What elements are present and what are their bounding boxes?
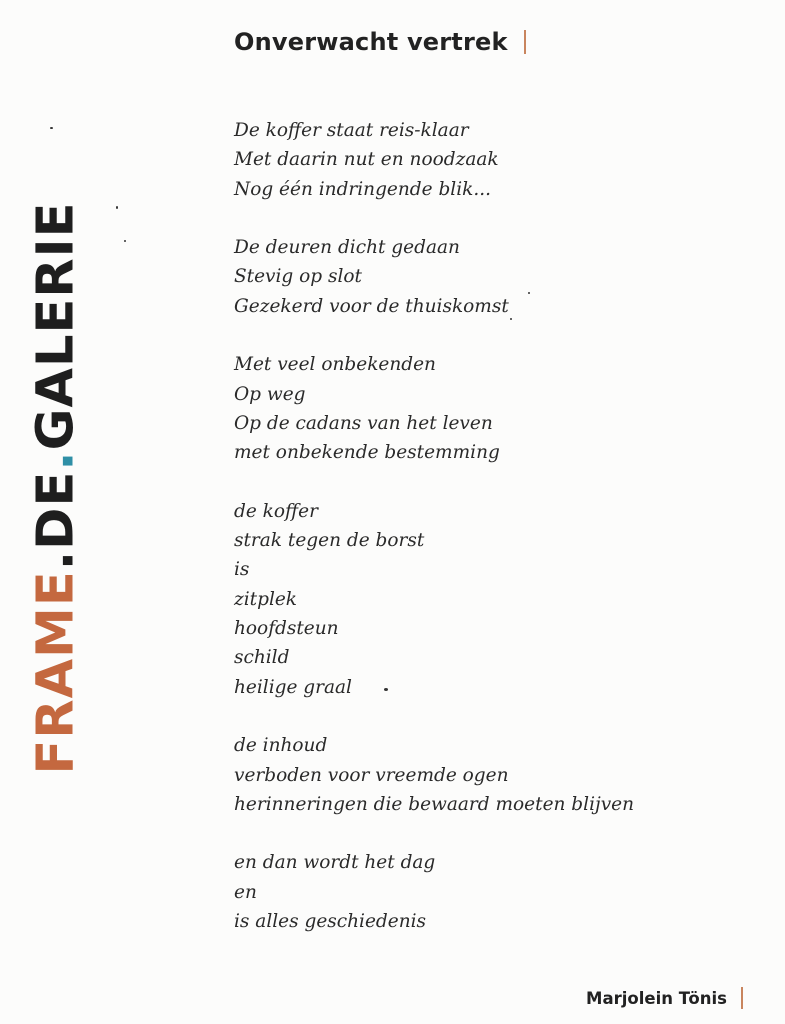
poem-stanza xyxy=(234,116,634,204)
gallery-logo-text xyxy=(26,201,86,775)
poem-line: Met veel onbekenden xyxy=(234,354,436,376)
author-accent-bar xyxy=(741,987,743,1009)
poem-line: De koffer staat reis-klaar xyxy=(234,120,469,141)
poem-stanza xyxy=(234,731,634,819)
poem-line: de inhoud xyxy=(234,735,328,757)
logo-accent-dot: . xyxy=(26,450,86,471)
poem-line: en xyxy=(234,881,257,903)
logo-galerie-word: GALERIE xyxy=(26,201,86,451)
poem-line: schild xyxy=(234,647,290,669)
poem-stanza xyxy=(234,350,634,467)
poem-author: Marjolein Tönis xyxy=(586,988,727,1008)
poem-title: Onverwacht vertrek xyxy=(234,28,508,56)
logo-de-word: DE xyxy=(26,470,86,550)
scan-speck xyxy=(50,127,53,129)
poem-line: herinneringen die bewaard moeten blijven xyxy=(234,793,635,815)
poem-line: Op de cadans van het leven xyxy=(234,412,493,434)
poem-line: is xyxy=(234,559,250,581)
poem-line: hoofdsteun xyxy=(234,618,339,640)
poem-line: De deuren dicht gedaan xyxy=(234,237,460,259)
scan-speck xyxy=(116,206,118,209)
logo-frame-word: FRAME xyxy=(26,570,86,775)
scan-speck xyxy=(384,688,388,691)
scan-speck xyxy=(528,292,530,294)
poem-line: Met daarin nut en noodzaak xyxy=(234,149,499,171)
poem-line: heilige graal xyxy=(234,676,352,698)
poem-line: zitplek xyxy=(234,588,298,610)
poem-line: Op weg xyxy=(234,383,306,405)
poem-line: met onbekende bestemming xyxy=(234,442,500,464)
title-accent-bar xyxy=(524,30,526,54)
poem-stanza xyxy=(234,497,634,702)
poem-stanza xyxy=(234,233,634,321)
poem-line: en dan wordt het dag xyxy=(234,852,436,874)
poem-line: Nog één indringende blik... xyxy=(234,178,491,200)
title-row xyxy=(234,28,526,56)
poem-line: is alles geschiedenis xyxy=(234,911,427,933)
scan-speck xyxy=(124,240,126,242)
poem-line: verboden voor vreemde ogen xyxy=(234,764,509,786)
poem-stanza xyxy=(234,848,634,936)
poem-line: de koffer xyxy=(234,500,318,522)
poem-line: Gezekerd voor de thuiskomst xyxy=(234,295,509,317)
author-row xyxy=(586,987,743,1009)
poem-line: strak tegen de borst xyxy=(234,530,425,552)
poem-line: Stevig op slot xyxy=(234,266,362,288)
poem-body xyxy=(234,116,634,936)
logo-dot: . xyxy=(26,549,86,571)
scan-speck xyxy=(510,318,512,320)
